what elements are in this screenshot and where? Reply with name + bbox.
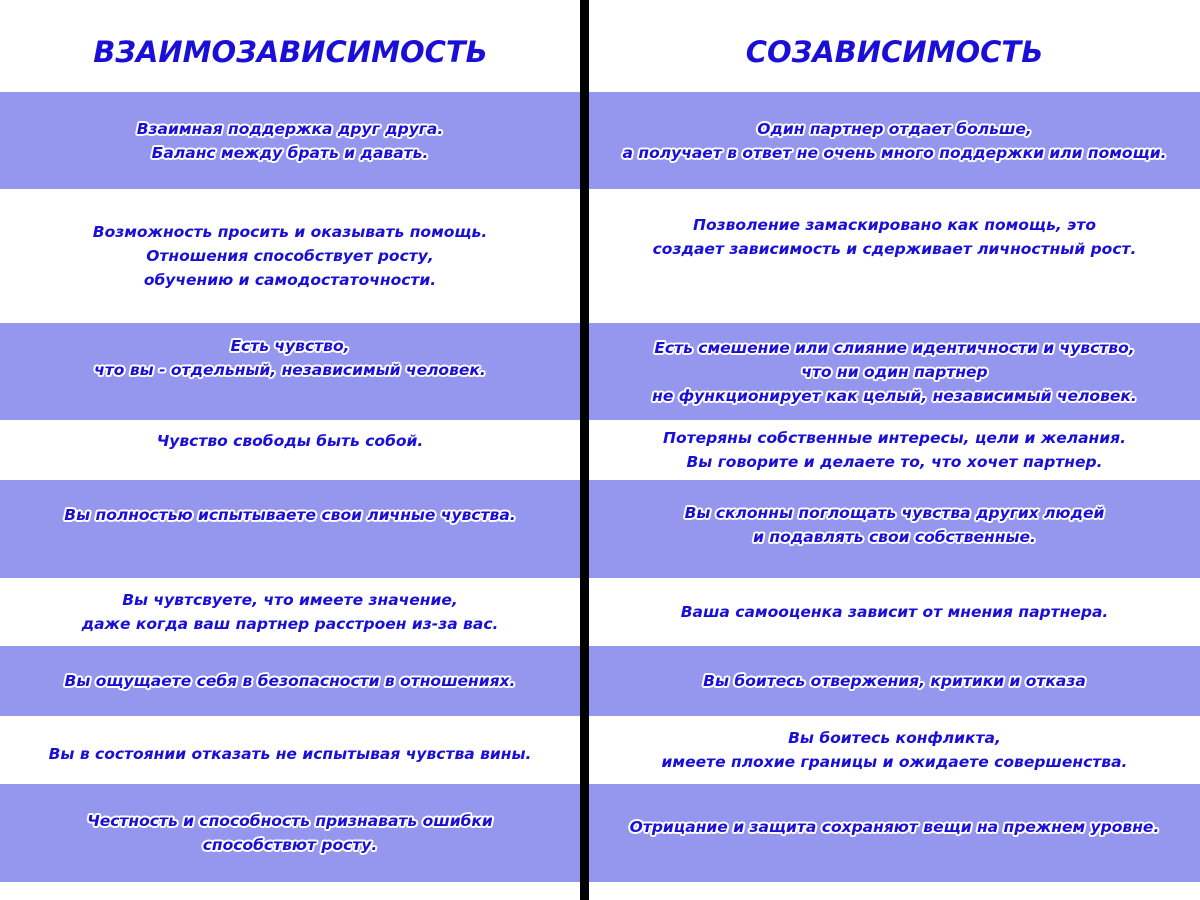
cell-text: Взаимная поддержка друг друга. Баланс между брать и давать.: [136, 119, 444, 162]
cell-interdependence: [0, 323, 580, 420]
cell-text: Потеряны собственные интересы, цели и желания. Вы говорите и делаете то, что хочет партнер.: [663, 429, 1126, 471]
cell-interdependence: [0, 578, 580, 646]
cell-text: Возможность просить и оказывать помощь. Отношения способствует росту, обучению и самодостаточности.: [92, 223, 488, 289]
cell-text: Есть смешение или слияние идентичности и чувство, что ни один партнер не функционирует как целый, независимый человек.: [652, 338, 1137, 405]
cell-text: Чувство свободы быть собой.: [156, 432, 424, 450]
cell-text: Есть чувство, что вы - отдельный, независимый человек.: [94, 337, 486, 379]
cell-interdependence: [0, 189, 580, 323]
table-header: [0, 0, 1200, 92]
cell-text: Вы склонны поглощать чувства других людей и подавлять свои собственные.: [684, 504, 1105, 546]
cell-text: Позволение замаскировано как помощь, это создает зависимость и сдерживает личностный рост.: [652, 216, 1137, 258]
column-divider: [580, 0, 589, 900]
cell-text: Вы боитесь конфликта, имеете плохие границы и ожидаете совершенства.: [661, 729, 1128, 771]
cell-interdependence: [0, 646, 580, 716]
table-row: [0, 784, 1200, 882]
table-row: [0, 716, 1200, 784]
header-interdependence: ВЗАИМОЗАВИСИМОСТЬ: [93, 35, 488, 69]
cell-text: Отрицание и защита сохраняют вещи на прежнем уровне.: [629, 818, 1160, 836]
cell-codependence: [589, 578, 1200, 646]
cell-text: Честность и способность признавать ошибки способствют росту.: [87, 812, 493, 854]
table-row: [0, 480, 1200, 578]
cell-interdependence: [0, 92, 580, 189]
cell-text: Вы чувтсвуете, что имеете значение, даже когда ваш партнер расстроен из-за вас.: [81, 591, 499, 633]
cell-codependence: [589, 323, 1200, 420]
cell-codependence: [589, 784, 1200, 882]
cell-codependence: [589, 420, 1200, 480]
cell-text: Вы ощущаете себя в безопасности в отношениях.: [64, 672, 516, 690]
table-row: [0, 420, 1200, 480]
cell-codependence: [589, 716, 1200, 784]
cell-codependence: [589, 189, 1200, 323]
cell-text: Ваша самооценка зависит от мнения партнера.: [680, 603, 1109, 621]
cell-codependence: [589, 480, 1200, 578]
cell-interdependence: [0, 784, 580, 882]
cell-interdependence: [0, 480, 580, 578]
table-row: [0, 92, 1200, 189]
cell-text: Вы полностью испытываете свои личные чувства.: [64, 506, 516, 524]
cell-text: Один партнер отдает больше, а получает в ответ не очень много поддержки или помощи.: [622, 119, 1167, 162]
cell-interdependence: [0, 716, 580, 784]
table-row: [0, 189, 1200, 323]
header-codependence: СОЗАВИСИМОСТЬ: [745, 35, 1044, 69]
cell-codependence: [589, 646, 1200, 716]
cell-codependence: [589, 92, 1200, 189]
table-row: [0, 323, 1200, 420]
cell-text: Вы в состоянии отказать не испытывая чувства вины.: [48, 745, 532, 763]
cell-interdependence: [0, 420, 580, 480]
table-row: [0, 578, 1200, 646]
cell-text: Вы боитесь отвержения, критики и отказа: [703, 672, 1086, 690]
table-row: [0, 646, 1200, 716]
